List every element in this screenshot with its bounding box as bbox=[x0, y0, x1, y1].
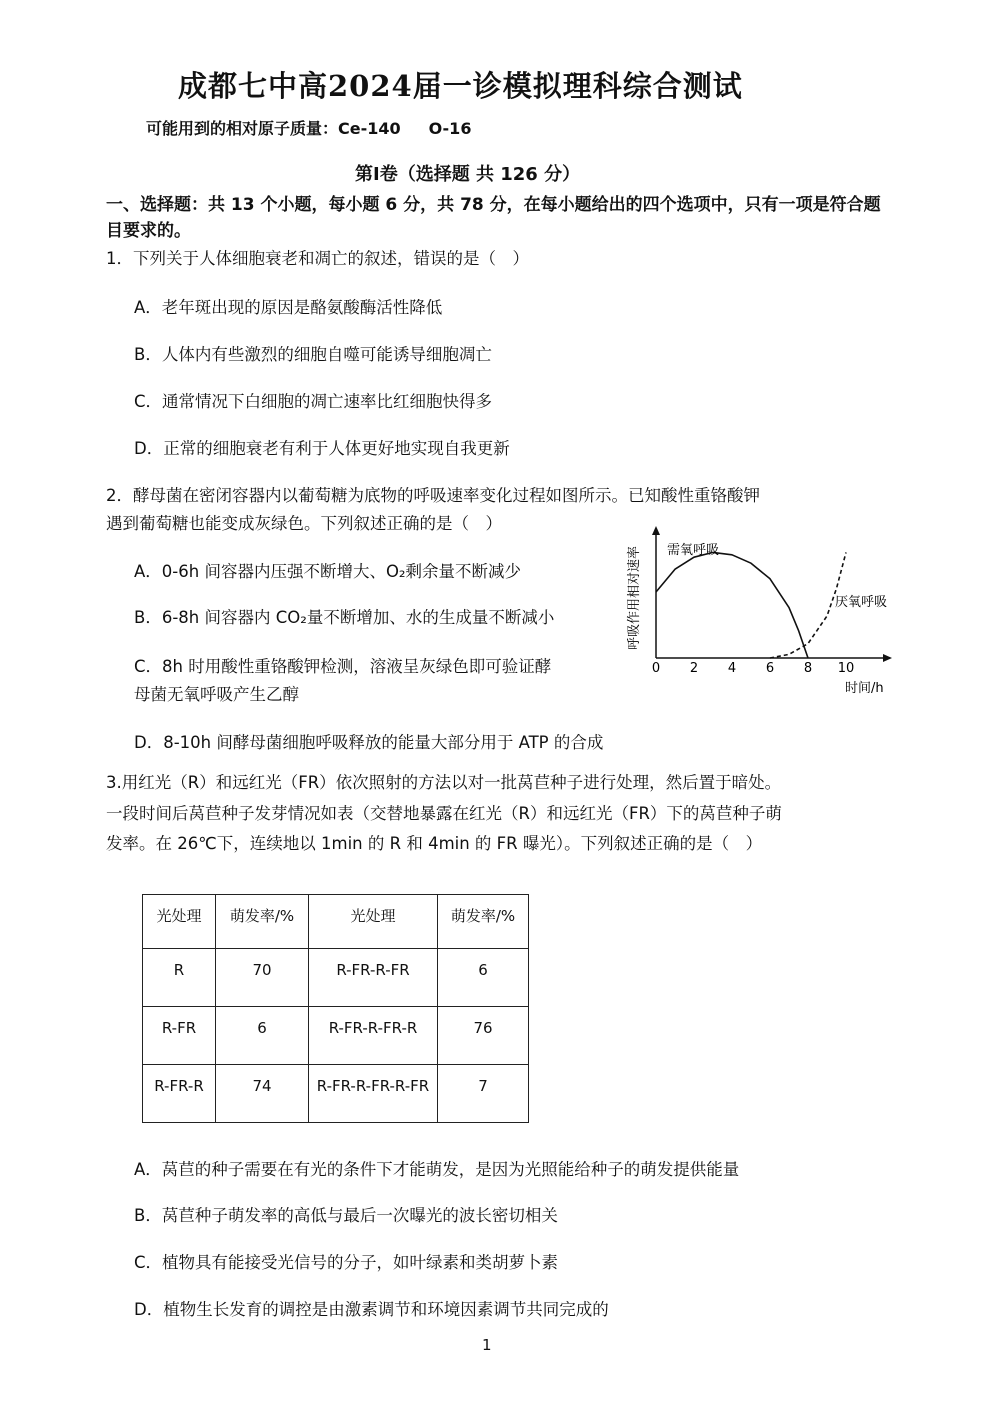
q1-option-a: A．老年斑出现的原因是酪氨酸酶活性降低 bbox=[134, 298, 443, 317]
table-cell: 70 bbox=[216, 949, 309, 1007]
table-cell: 6 bbox=[216, 1007, 309, 1065]
table-cell: 76 bbox=[438, 1007, 529, 1065]
q3-option-c: C．植物具有能接受光信号的分子，如叶绿素和类胡萝卜素 bbox=[134, 1253, 559, 1272]
table-cell: 6 bbox=[438, 949, 529, 1007]
table-cell: 74 bbox=[216, 1065, 309, 1123]
table-header-row bbox=[143, 895, 529, 949]
page-number: 1 bbox=[482, 1336, 492, 1354]
section-title: 第Ⅰ卷（选择题 共 126 分） bbox=[355, 164, 581, 185]
chart-y-axis-arrow bbox=[652, 526, 660, 535]
chart-series-label: 需氧呼吸 bbox=[667, 543, 720, 558]
chart-x-tick-label: 2 bbox=[689, 661, 699, 676]
table-header: 光处理 bbox=[143, 895, 216, 949]
q3-stem-line2: 一段时间后莴苣种子发芽情况如表（交替地暴露在红光（R）和远红光（FR）下的莴苣种子萌 bbox=[106, 804, 782, 823]
q2-stem-line1: 2．酵母菌在密闭容器内以葡萄糖为底物的呼吸速率变化过程如图所示。已知酸性重铬酸钾 bbox=[106, 486, 760, 505]
q1-option-b: B．人体内有些激烈的细胞自噬可能诱导细胞凋亡 bbox=[134, 345, 492, 364]
q2-option-a: A．0-6h 间容器内压强不断增大、O₂剩余量不断减少 bbox=[134, 562, 522, 581]
q2-option-d: D．8-10h 间酵母菌细胞呼吸释放的能量大部分用于 ATP 的合成 bbox=[134, 733, 604, 752]
table-row bbox=[143, 949, 529, 1007]
table-cell: R-FR-R bbox=[143, 1065, 216, 1123]
q3-option-b: B．莴苣种子萌发率的高低与最后一次曝光的波长密切相关 bbox=[134, 1206, 558, 1225]
table-cell: R bbox=[143, 949, 216, 1007]
q3-stem-line1: 3.用红光（R）和远红光（FR）依次照射的方法以对一批莴苣种子进行处理，然后置于暗处。 bbox=[106, 773, 782, 792]
atomic-mass-o: O-16 bbox=[428, 119, 472, 138]
q2-stem-line2: 遇到葡萄糖也能变成灰绿色。下列叙述正确的是（ ） bbox=[106, 514, 502, 533]
chart-x-tick-label: 10 bbox=[837, 661, 855, 676]
table-row bbox=[143, 1007, 529, 1065]
chart-x-tick-label: 8 bbox=[803, 661, 813, 676]
atomic-mass-line bbox=[146, 116, 471, 139]
q2-option-c-line1: C．8h 时用酸性重铬酸钾检测，溶液呈灰绿色即可验证酵 bbox=[134, 657, 552, 676]
q3-option-d: D．植物生长发育的调控是由激素调节和环境因素调节共同完成的 bbox=[134, 1300, 609, 1319]
table-cell: R-FR-R-FR bbox=[309, 949, 438, 1007]
chart-x-tick-label: 4 bbox=[727, 661, 737, 676]
q2-option-b: B．6-8h 间容器内 CO₂量不断增加、水的生成量不断减小 bbox=[134, 608, 555, 627]
q2-option-c-line2: 母菌无氧呼吸产生乙醇 bbox=[134, 685, 299, 704]
page-title: 成都七中高2024届一诊模拟理科综合测试 bbox=[178, 69, 743, 103]
q1-stem: 1．下列关于人体细胞衰老和凋亡的叙述，错误的是（ ） bbox=[106, 249, 529, 268]
chart-series-line bbox=[656, 552, 808, 658]
table-cell: R-FR bbox=[143, 1007, 216, 1065]
atomic-mass-label: 可能用到的相对原子质量：Ce-140 bbox=[146, 119, 401, 138]
q1-option-c: C．通常情况下白细胞的凋亡速率比红细胞快得多 bbox=[134, 392, 493, 411]
chart-x-tick-label: 6 bbox=[765, 661, 775, 676]
germination-table bbox=[142, 894, 529, 1123]
q3-stem-line3: 发率。在 26℃下，连续地以 1min 的 R 和 4min 的 FR 曝光）。下列叙述正确的是（ ） bbox=[106, 834, 763, 853]
table-cell: R-FR-R-FR-R-FR bbox=[309, 1065, 438, 1123]
table-cell: 7 bbox=[438, 1065, 529, 1123]
table-header: 光处理 bbox=[309, 895, 438, 949]
chart-x-axis-arrow bbox=[883, 654, 892, 662]
chart-x-axis-label: 时间/h bbox=[845, 681, 884, 696]
table-cell: R-FR-R-FR-R bbox=[309, 1007, 438, 1065]
respiration-rate-chart bbox=[620, 520, 920, 700]
q1-option-d: D．正常的细胞衰老有利于人体更好地实现自我更新 bbox=[134, 439, 510, 458]
part-intro: 一、选择题：共 13 个小题，每小题 6 分，共 78 分，在每小题给出的四个选项中，只有一项是符合题目要求的。 bbox=[106, 195, 881, 241]
chart-x-tick-label: 0 bbox=[651, 661, 661, 676]
table-header: 萌发率/% bbox=[216, 895, 309, 949]
q3-option-a: A．莴苣的种子需要在有光的条件下才能萌发，是因为光照能给种子的萌发提供能量 bbox=[134, 1160, 740, 1179]
table-row bbox=[143, 1065, 529, 1123]
chart-y-axis-label: 呼吸作用相对速率 bbox=[627, 545, 642, 650]
table-header: 萌发率/% bbox=[438, 895, 529, 949]
chart-series-label: 厌氧呼吸 bbox=[835, 595, 888, 610]
